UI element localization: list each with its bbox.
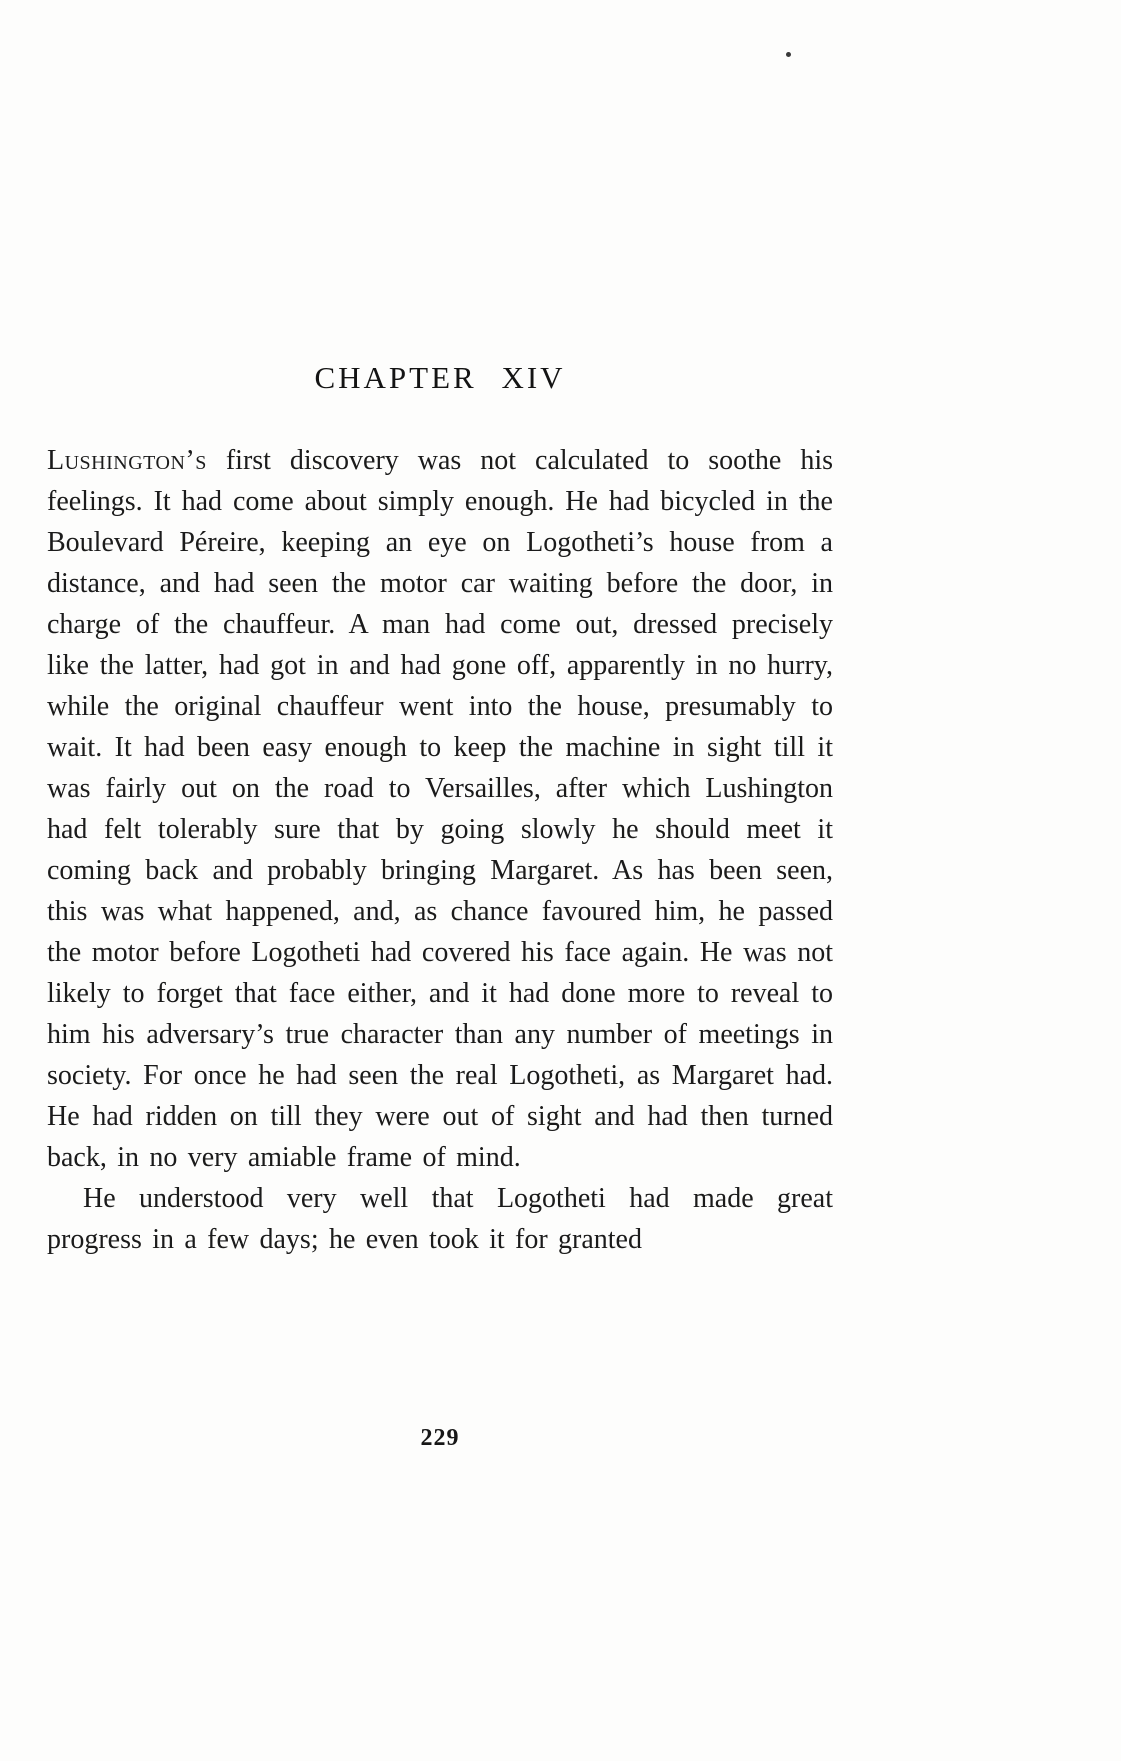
text-block (47, 360, 833, 1260)
paragraph-2: He understood very well that Logotheti had made great progress in a few days; he even took it for granted (47, 1183, 833, 1255)
paragraph-1-text: first discovery was not calculated to soothe his feelings. It had come about simply enough. He had bicycled in the Boulevard Péreire, keeping an eye on Logotheti’s house from a distance, and had seen the motor car waiting before the door, in charge of the chauffeur. A man had come out, dressed precisely like the latter, had got in and had gone off, apparently in no hurry, while the original chauffeur went into the house, presumably to wait. It had been easy enough to keep the machine in sight till it was fairly out on the road to Versailles, after which Lushington had felt tolerably sure that by going slowly he should meet it coming back and probably bringing Margaret. As has been seen, this was what happened, and, as chance favoured him, he passed the motor before Logotheti had covered his face again. He was not likely to forget that face either, and it had done more to reveal to him his adversary’s true character than any number of meetings in society. For once he had seen the real Logotheti, as Margaret had. He had ridden on till they were out of sight and had then turned back, in no very amiable frame of mind. (47, 445, 833, 1173)
scan-speck-dot (786, 52, 791, 57)
paragraph-1 (47, 440, 833, 1178)
page-number: 229 (420, 1425, 460, 1451)
lead-word: Lushington’s (47, 445, 207, 476)
chapter-heading: CHAPTER XIV (314, 360, 566, 395)
